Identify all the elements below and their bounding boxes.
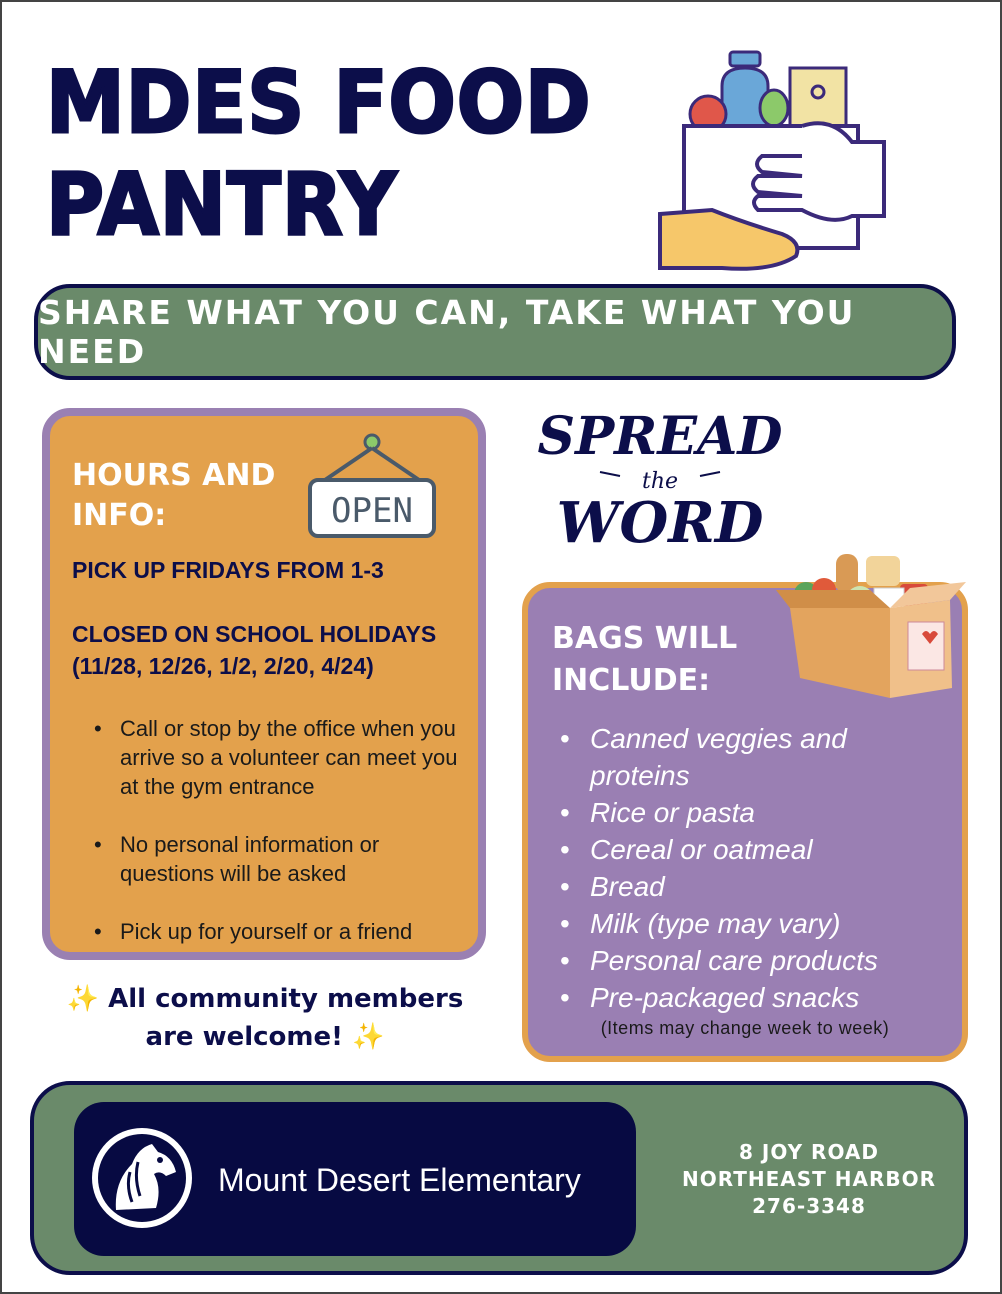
list-item: • Canned veggies and proteins bbox=[552, 720, 952, 794]
open-sign-icon bbox=[302, 430, 442, 540]
spread-the-word-graphic bbox=[537, 392, 783, 572]
title-line-1: MDES FOOD bbox=[46, 53, 592, 153]
bags-include-panel bbox=[522, 582, 968, 1062]
page-title bbox=[46, 52, 598, 256]
list-item: • Bread bbox=[552, 868, 952, 905]
phone-number: 276-3348 bbox=[752, 1194, 866, 1218]
the-text: the bbox=[641, 469, 679, 494]
title-line-2: PANTRY bbox=[46, 155, 398, 255]
spread-text: SPREAD bbox=[537, 406, 783, 467]
footer-banner bbox=[30, 1081, 968, 1275]
list-item: • Call or stop by the office when you arrive so a volunteer can meet you at the gym entrance bbox=[72, 714, 462, 801]
pickup-hours: PICK UP FRIDAYS FROM 1-3 bbox=[72, 557, 384, 583]
sparkle-icon: ✨ bbox=[352, 1022, 385, 1052]
school-badge bbox=[74, 1102, 636, 1256]
sparkle-icon: ✨ bbox=[66, 984, 100, 1014]
list-item: • No personal information or questions will be asked bbox=[72, 830, 462, 888]
welcome-message bbox=[40, 980, 490, 1056]
grocery-box-icon bbox=[770, 548, 970, 718]
word-text: WORD bbox=[556, 490, 764, 556]
list-item: • Rice or pasta bbox=[552, 794, 952, 831]
address-town: NORTHEAST HARBOR bbox=[681, 1167, 937, 1191]
list-item: • Cereal or oatmeal bbox=[552, 831, 952, 868]
list-item: • Milk (type may vary) bbox=[552, 905, 952, 942]
closed-notice: CLOSED ON SCHOOL HOLIDAYS bbox=[72, 621, 437, 647]
list-item: • Pick up for yourself or a friend bbox=[72, 917, 462, 946]
welcome-line-2: are welcome! bbox=[145, 1022, 344, 1052]
welcome-line-1: All community members bbox=[108, 984, 464, 1014]
hours-title: HOURS AND INFO: bbox=[72, 458, 276, 533]
bags-item-list bbox=[552, 720, 952, 1016]
closed-dates: (11/28, 12/26, 1/2, 2/20, 4/24) bbox=[72, 653, 374, 679]
open-sign-text: OPEN bbox=[331, 491, 413, 531]
slogan-text: SHARE WHAT YOU CAN, TAKE WHAT YOU NEED bbox=[38, 293, 856, 371]
grocery-bag-hands-icon bbox=[652, 46, 892, 276]
address-street: 8 JOY ROAD bbox=[739, 1140, 879, 1164]
bags-title: BAGS WILL INCLUDE: bbox=[552, 621, 738, 698]
list-item: • Personal care products bbox=[552, 942, 952, 979]
bags-note: (Items may change week to week) bbox=[600, 1018, 890, 1038]
slogan-banner bbox=[34, 284, 956, 380]
horse-mascot-logo-icon bbox=[86, 1122, 198, 1234]
hours-info-panel bbox=[42, 408, 486, 960]
list-item: • Pre-packaged snacks bbox=[552, 979, 952, 1016]
address-block bbox=[674, 1139, 944, 1220]
hours-bullet-list bbox=[72, 714, 462, 975]
school-name: Mount Desert Elementary bbox=[218, 1162, 581, 1198]
